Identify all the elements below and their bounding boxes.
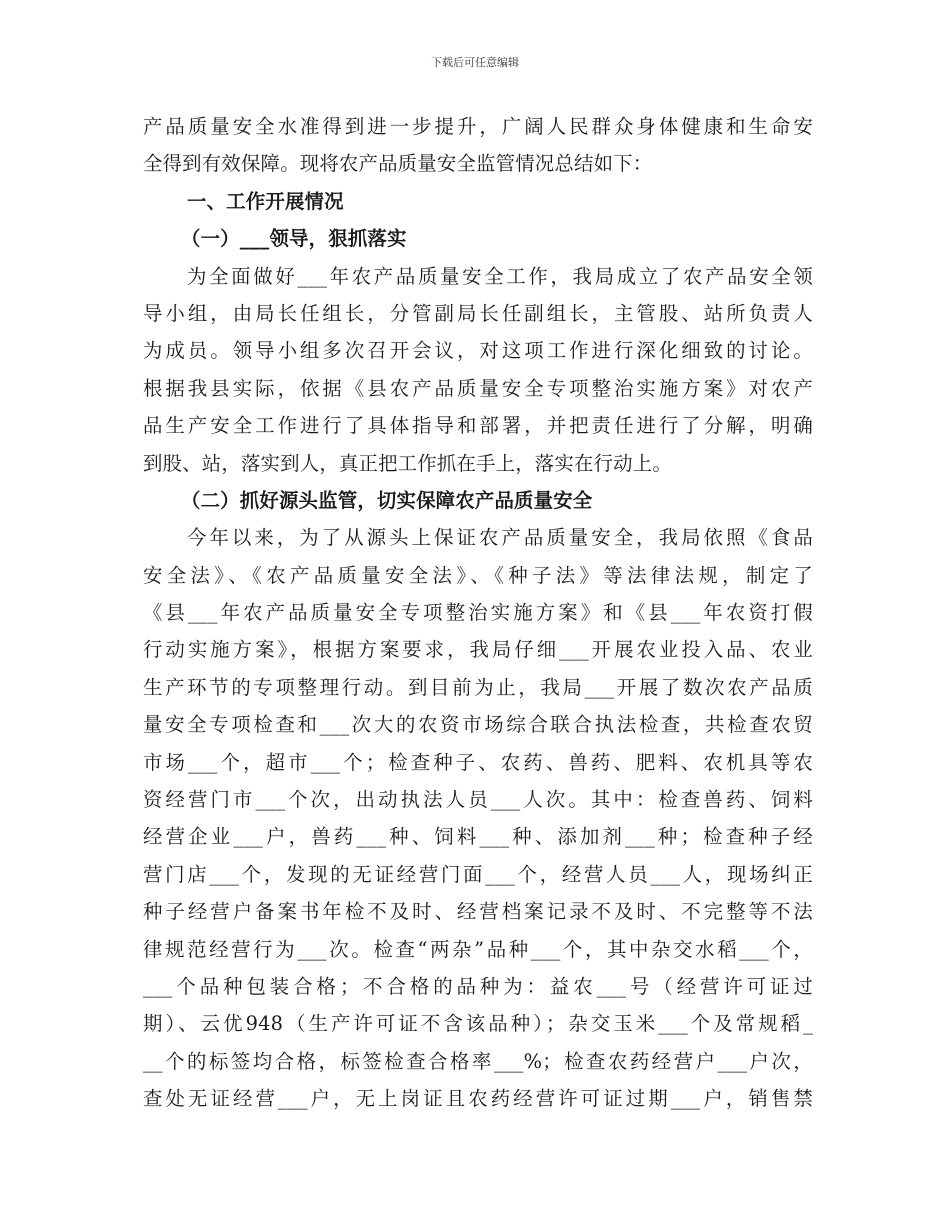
body-line: __个的标签均合格，标签检查合格率___%；检查农药经营户___户次， <box>143 1049 813 1073</box>
body-line: 查处无证经营___户，无上岗证且农药经营许可证过期___户，销售禁 <box>143 1087 813 1111</box>
body-line: 品生产安全工作进行了具体指导和部署，并把责任进行了分解，明确 <box>143 414 813 438</box>
body-line: 根据我县实际，依据《县农产品质量安全专项整治实施方案》对农产 <box>143 376 813 400</box>
body-line: 为全面做好___年农产品质量安全工作，我局成立了农产品安全领 <box>187 264 813 288</box>
body-line: 经营企业___户，兽药___种、饲料___种、添加剂___种；检查种子经 <box>143 825 813 849</box>
body-line: 到股、站，落实到人，真正把工作抓在手上，落实在行动上。 <box>143 451 672 475</box>
body-line: 全得到有效保障。现将农产品质量安全监管情况总结如下： <box>143 152 653 176</box>
document-body <box>143 108 813 1118</box>
subsection-heading: （二）抓好源头监管，切实保障农产品质量安全 <box>181 488 593 512</box>
body-line: 期）、云优948（生产许可证不含该品种）；杂交玉米___个及常规稻_ <box>143 1012 813 1036</box>
body-line: 生产环节的专项整理行动。到目前为止，我局___开展了数次农产品质 <box>143 675 813 699</box>
page-header: 下载后可任意编辑 <box>431 56 519 69</box>
section-heading: 一、工作开展情况 <box>187 189 344 213</box>
body-line: 《县___年农产品质量安全专项整治实施方案》和《县___年农资打假 <box>143 601 813 625</box>
body-line: 产品质量安全水准得到进一步提升，广阔人民群众身体健康和生命安 <box>143 115 813 138</box>
body-line: ___个品种包装合格；不合格的品种为：益农___号（经营许可证过 <box>143 974 813 998</box>
subsection-heading: （一）___领导，狠抓落实 <box>181 227 407 251</box>
body-line: 营门店___个，发现的无证经营门面___个，经营人员___人，现场纠正 <box>143 862 813 886</box>
body-line: 今年以来，为了从源头上保证农产品质量安全，我局依照《食品 <box>187 526 813 550</box>
body-line: 市场___个，超市___个；检查种子、农药、兽药、肥料、农机具等农 <box>143 750 813 774</box>
body-line: 资经营门市___个次，出动执法人员___人次。其中：检查兽药、饲料 <box>143 788 813 812</box>
body-line: 为成员。领导小组多次召开会议，对这项工作进行深化细致的讨论。 <box>143 339 813 363</box>
body-line: 导小组，由局长任组长，分管副局长任副组长，主管股、站所负责人 <box>143 301 813 325</box>
body-line: 种子经营户备案书年检不及时、经营档案记录不及时、不完整等不法 <box>143 900 813 924</box>
body-line: 行动实施方案》，根据方案要求，我局仔细___开展农业投入品、农业 <box>143 638 813 662</box>
body-line: 量安全专项检查和___次大的农资市场综合联合执法检查，共检查农贸 <box>143 713 813 737</box>
body-line: 安全法》、《农产品质量安全法》、《种子法》等法律法规，制定了 <box>143 563 813 587</box>
body-line: 律规范经营行为___次。检查“两杂”品种___个，其中杂交水稻___个， <box>143 937 813 961</box>
